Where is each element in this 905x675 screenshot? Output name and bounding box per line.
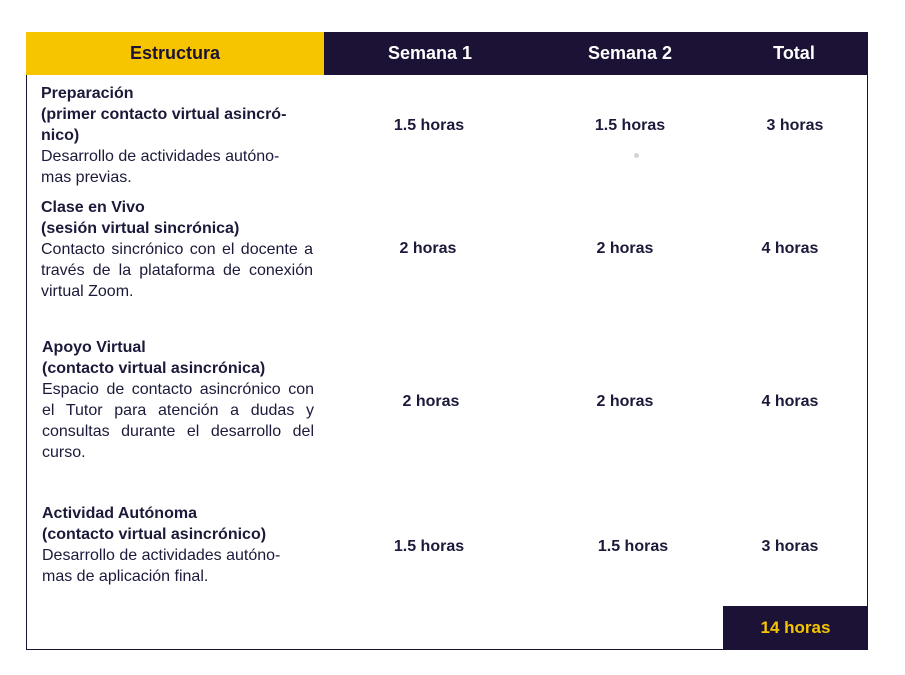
row-4-semana-1: 1.5 horas bbox=[393, 538, 465, 555]
row-preparacion bbox=[41, 83, 313, 188]
row-title: Apoyo Virtual (contacto virtual asincrónica) bbox=[42, 339, 266, 377]
row-3-semana-2: 2 horas bbox=[596, 393, 654, 410]
row-3-semana-1: 2 horas bbox=[402, 393, 460, 410]
header-semana-1: Semana 1 bbox=[387, 43, 473, 63]
row-title: Actividad Autónoma (contacto virtual asincrónico) bbox=[42, 505, 267, 543]
header-semana-2: Semana 2 bbox=[587, 43, 673, 63]
header-estructura bbox=[26, 32, 324, 75]
row-4-total: 3 horas bbox=[761, 538, 819, 555]
row-2-semana-1: 2 horas bbox=[399, 240, 457, 257]
row-description: Espacio de contacto asincrónico con el Tutor para atención a dudas y consultas durante el desarrollo del curso. bbox=[42, 381, 314, 461]
row-title: Clase en Vivo (sesión virtual sincrónica) bbox=[41, 199, 240, 237]
row-1-semana-1: 1.5 horas bbox=[393, 117, 465, 134]
row-2-semana-2: 2 horas bbox=[596, 240, 654, 257]
row-1-semana-2: 1.5 horas bbox=[594, 117, 666, 134]
row-2-total: 4 horas bbox=[761, 240, 819, 257]
grand-total-value: 14 horas bbox=[760, 618, 831, 637]
row-clase-en-vivo bbox=[41, 197, 313, 302]
header-estructura-label: Estructura bbox=[129, 43, 221, 63]
row-title: Preparación (primer contacto virtual asincró- nico) bbox=[41, 85, 287, 144]
row-description: Contacto sincrónico con el docente a través de la plataforma de conexión virtual Zoom. bbox=[41, 241, 313, 300]
row-description: Desarrollo de actividades autóno- mas de aplicación final. bbox=[42, 547, 281, 585]
row-1-total: 3 horas bbox=[766, 117, 824, 134]
decorative-dot bbox=[634, 153, 639, 158]
row-description: Desarrollo de actividades autóno- mas previas. bbox=[41, 148, 280, 186]
grand-total-cell bbox=[723, 606, 868, 650]
row-apoyo-virtual bbox=[42, 337, 314, 463]
row-3-total: 4 horas bbox=[761, 393, 819, 410]
row-actividad-autonoma bbox=[42, 503, 314, 587]
header-total: Total bbox=[773, 43, 815, 63]
row-4-semana-2: 1.5 horas bbox=[597, 538, 669, 555]
